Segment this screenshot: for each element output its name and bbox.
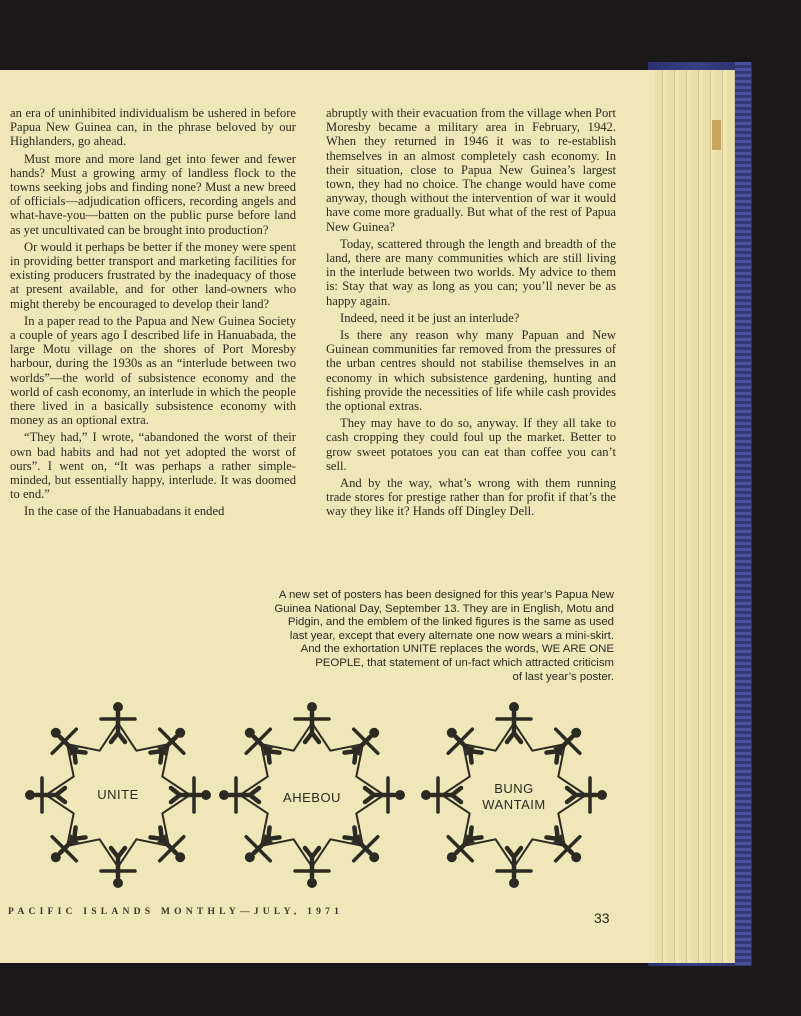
binding-edge — [735, 62, 751, 966]
figure-icon — [547, 828, 582, 863]
figure-icon — [51, 828, 86, 863]
paragraph: an era of uninhibited individualism be ushered in before Papua New Guinea can, in the phrase beloved by our Highlanders, go ahead. — [10, 106, 296, 149]
figure-icon — [497, 848, 531, 888]
poster-label: UNITE — [97, 787, 139, 802]
figure-icon — [51, 728, 86, 763]
poster-label: WANTAIM — [482, 797, 546, 812]
figure-icon — [101, 702, 135, 742]
figure-icon — [345, 728, 380, 763]
poster-caption — [246, 589, 614, 684]
figure-icon — [447, 828, 482, 863]
page-edges — [655, 70, 735, 963]
paragraph: They may have to do so, anyway. If they all take to cash cropping they could foul up the market. Better to grow sweet potatoes you can eat than coffee you can’t sell. — [326, 416, 616, 473]
poster-emblem-bung-wantaim — [414, 695, 614, 890]
caption-line: Guinea National Day, September 13. They are in English, Motu and — [274, 602, 614, 615]
poster-label: BUNG — [494, 781, 534, 796]
figure-icon — [245, 828, 280, 863]
figure-icon — [295, 702, 329, 742]
paragraph: abruptly with their evacuation from the village when Port Moresby became a military area in February, 1942. When they returned in 1946 it was to re-establish themselves in an almost completely cash economy. In their situation, close to Papua New Guinea’s largest town, they had no choice. The change would have come anyway, though without the intervention of war it would have come more gradually. But what of the rest of Papua New Guinea? — [326, 106, 616, 234]
figure-icon — [497, 702, 531, 742]
paragraph: In a paper read to the Papua and New Guinea Society a couple of years ago I described life in Hanuabada, the large Motu village on the shores of Port Moresby harbour, during the 1930s as an “interlude between two worlds”—the world of subsistence economy and the world of cash economy, an interlude in which the people there lived in a basically subsistence economy with money as an optional extra. — [10, 313, 296, 428]
caption-line: of last year’s poster. — [512, 670, 614, 683]
paragraph: In the case of the Hanuabadans it ended — [24, 504, 225, 519]
figure-icon — [345, 828, 380, 863]
figure-icon — [245, 728, 280, 763]
figure-icon — [547, 728, 582, 763]
figure-icon — [447, 728, 482, 763]
poster-emblem-ahebou — [212, 695, 412, 890]
article-column-right — [326, 106, 616, 522]
paragraph: Must more and more land get into fewer and fewer hands? Must a growing army of landless flock to the towns seeking jobs and finding none? Must a new breed of officials—adjudication officers, recording angels and what-have-you—batten on the public purse before land as yet uncultivated can be brought into production? — [10, 151, 296, 237]
page-number: 33 — [594, 910, 610, 926]
paragraph: Or would it perhaps be better if the money were spent in providing better transport and marketing facilities for existing producers frustrated by the inadequacy of those at present available, and for other land-owners who might thereby be encouraged to develop their land? — [10, 239, 296, 311]
caption-line: And the exhortation UNITE replaces the words, WE ARE ONE — [300, 643, 614, 656]
magazine-footer: PACIFIC ISLANDS MONTHLY—JULY, 1971 — [8, 906, 344, 917]
paragraph: Today, scattered through the length and breadth of the land, there are many communities which are still living in the interlude between two worlds. My advice to them is: Stay that way as long as you can; you’ll never be as happy again. — [326, 236, 616, 308]
paragraph: “They had,” I wrote, “abandoned the worst of their own bad habits and had not yet adopted the worst of ours”. I went on, “It was perhaps a rather simple-minded, but essentially happy, interlude. It was doomed to end.” — [10, 430, 296, 502]
paragraph: Indeed, need it be just an interlude? — [340, 310, 520, 325]
caption-line: A new set of posters has been designed for this year’s Papua New — [278, 589, 614, 601]
paragraph: Is there any reason why many Papuan and New Guinean communities far removed from the pressures of the urban centres should not stabilise themselves in an economy in which subsistence gardening, hunting and fishing provide the necessities of life while cash provides the optional extras. — [326, 328, 616, 414]
poster-emblems — [0, 695, 660, 890]
figure-icon — [101, 848, 135, 888]
paragraph: And by the way, what’s wrong with them running trade stores for prestige rather than for profit if that’s the way they like it? Hands off Dingley Dell. — [326, 476, 616, 519]
article-column-left — [10, 106, 296, 522]
caption-line: last year, except that every alternate one now wears a mini-skirt. — [289, 629, 614, 642]
page-tab-marker — [712, 120, 721, 150]
figure-icon — [295, 848, 329, 888]
caption-line: Pidgin, and the emblem of the linked figures is the same as used — [287, 616, 614, 629]
caption-line: PEOPLE, that statement of un-fact which attracted criticism — [315, 656, 614, 669]
poster-label: AHEBOU — [283, 790, 341, 805]
poster-emblem-unite — [18, 695, 218, 890]
figure-icon — [151, 728, 186, 763]
figure-icon — [151, 828, 186, 863]
